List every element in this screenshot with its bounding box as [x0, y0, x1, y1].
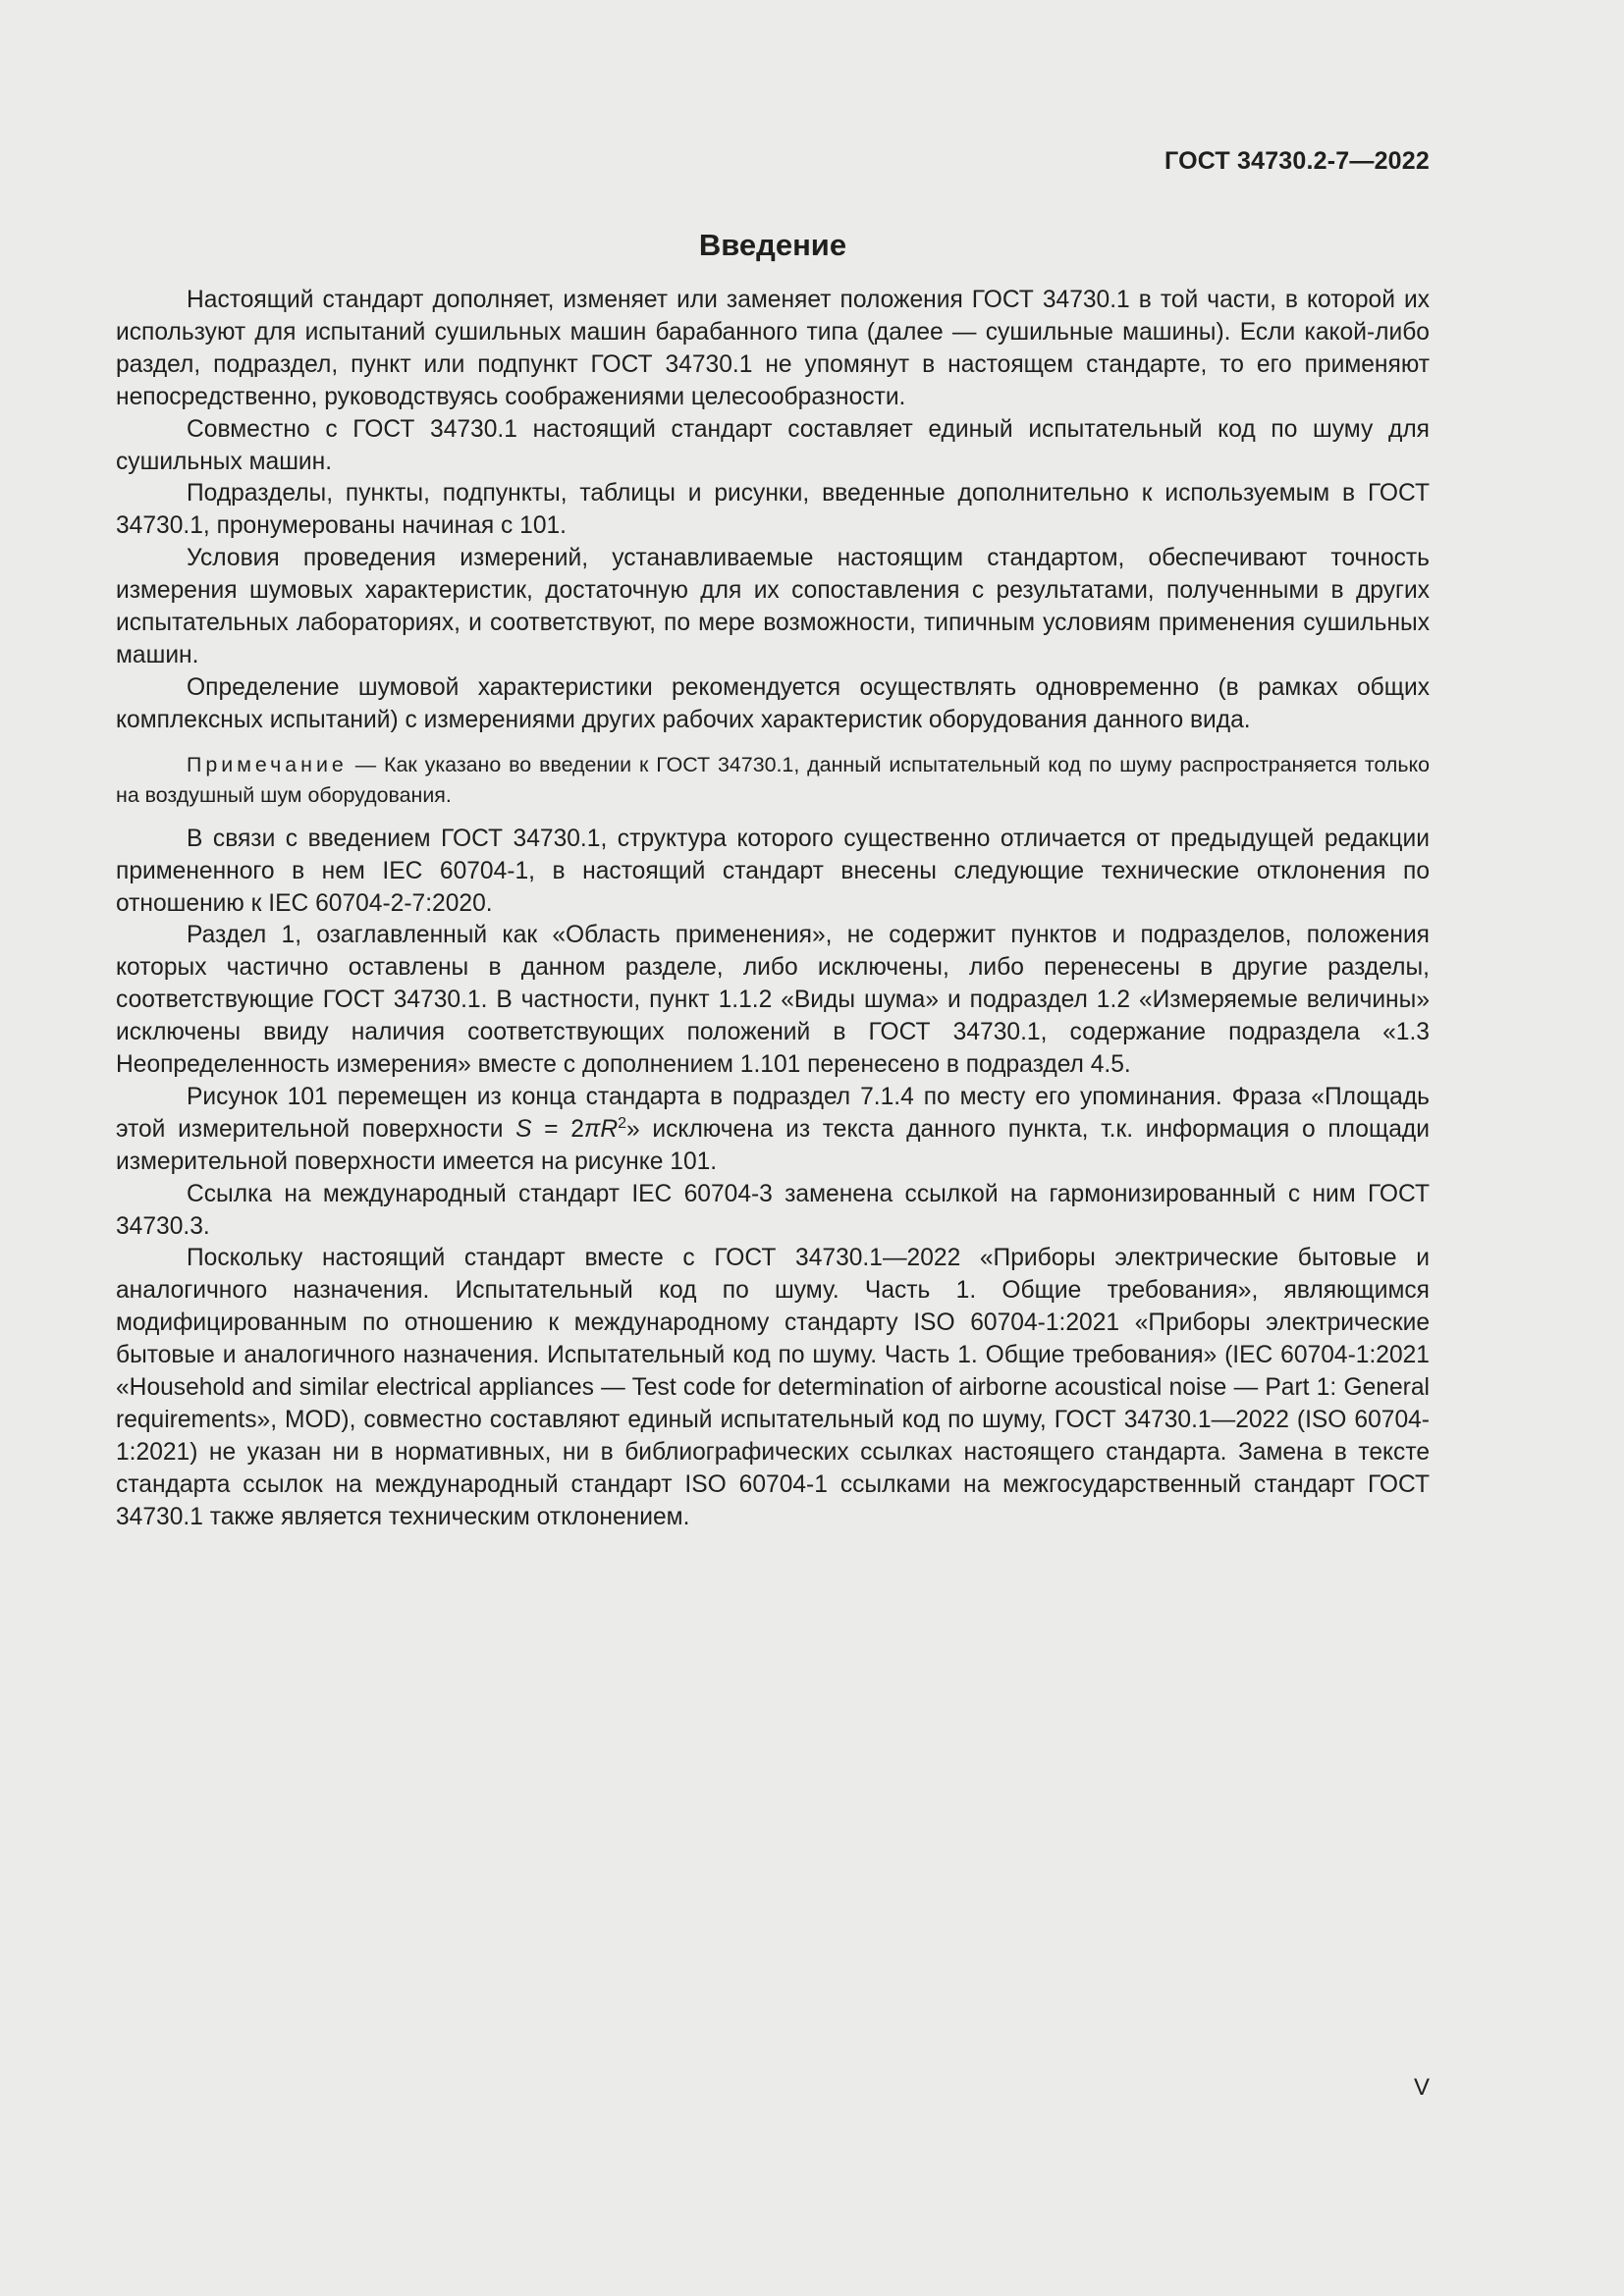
- formula-exponent: 2: [618, 1114, 627, 1132]
- paragraph: Условия проведения измерений, устанавливаемые настоящим стандартом, обеспечивают точность измерения шумовых характеристик, достаточную для их сопоставления с результатами, полученными в других испытательных лабораториях, и соответствуют, по мере возможности, типичным условиям применения сушильных машин.: [116, 545, 1430, 668]
- note: [116, 750, 1430, 811]
- paragraph-text: Рисунок 101 перемещен из конца стандарта в подраздел 7.1.4 по месту его упоминания. Фраза «Площадь этой измерительной поверхности: [116, 1083, 1430, 1143]
- paragraph: Поскольку настоящий стандарт вместе с ГОСТ 34730.1—2022 «Приборы электрические бытовые и аналогичного назначения. Испытательный код по шуму. Часть 1. Общие требования», являющимся модифицированным по отношению к международному стандарту ISO 60704-1:2021 «Приборы электрические бытовые и аналогичного назначения. Испытательный код по шуму. Часть 1. Общие требования» (IEC 60704-1:2021 «Household and similar electrical appliances — Test code for determination of airborne acoustical noise — Part 1: General requirements», MOD), совместно составляют единый испытательный код по шуму, ГОСТ 34730.1—2022 (ISO 60704-1:2021) не указан ни в нормативных, ни в библиографических ссылках настоящего стандарта. Замена в тексте стандарта ссылок на международный стандарт ISO 60704-1 ссылками на межгосударственный стандарт ГОСТ 34730.1 также является техническим отклонением.: [116, 1245, 1430, 1530]
- paragraph: Подразделы, пункты, подпункты, таблицы и рисунки, введенные дополнительно к используемым в ГОСТ 34730.1, пронумерованы начиная с 101.: [116, 480, 1430, 540]
- page-number: V: [1413, 2074, 1430, 2101]
- section-title: Введение: [698, 228, 847, 262]
- document-id-header: ГОСТ 34730.2-7—2022: [1164, 147, 1430, 175]
- paragraph: Раздел 1, озаглавленный как «Область применения», не содержит пунктов и подразделов, положения которых частично оставлены в данном разделе, либо исключены, либо перенесены в другие разделы, соответствующие ГОСТ 34730.1. В частности, пункт 1.1.2 «Виды шума» и подраздел 1.2 «Измеряемые величины» исключены ввиду наличия соответствующих положений в ГОСТ 34730.1, содержание подраздела «1.3 Неопределенность измерения» вместе с дополнением 1.101 перенесено в подраздел 4.5.: [116, 922, 1430, 1079]
- paragraph: Определение шумовой характеристики рекомендуется осуществлять одновременно (в рамках общих комплексных испытаний) с измерениями других рабочих характеристик оборудования данного вида.: [116, 673, 1430, 733]
- paragraph: Настоящий стандарт дополняет, изменяет или заменяет положения ГОСТ 34730.1 в той части, в которой их используют для испытаний сушильных машин барабанного типа (далее — сушильные машины). Если какой-либо раздел, подраздел, пункт или подпункт ГОСТ 34730.1 не упомянут в настоящем стандарте, то его применяют непосредственно, руководствуясь соображениями целесообразности.: [116, 287, 1430, 410]
- paragraph: Совместно с ГОСТ 34730.1 настоящий стандарт составляет единый испытательный код по шуму для сушильных машин.: [116, 415, 1430, 475]
- document-body: [116, 226, 1430, 1534]
- paragraph-with-formula: [116, 1082, 1430, 1179]
- paragraph: В связи с введением ГОСТ 34730.1, структура которого существенно отличается от предыдущей редакции примененного в нем IEC 60704-1, в настоящий стандарт внесены следующие технические отклонения по отношению к IEC 60704-2-7:2020.: [116, 825, 1430, 917]
- formula-pi: π: [583, 1115, 601, 1143]
- note-label: Примечание: [187, 752, 348, 776]
- formula-variable: S: [515, 1115, 532, 1143]
- formula-operator: = 2: [531, 1115, 584, 1143]
- paragraph: Ссылка на международный стандарт IEC 60704-3 заменена ссылкой на гармонизированный с ним ГОСТ 34730.3.: [116, 1180, 1430, 1240]
- paragraph-text: » исключена из текста данного пункта, т.к. информация о площади измерительной поверхности имеется на рисунке 101.: [116, 1115, 1430, 1175]
- note-text: — Как указано во введении к ГОСТ 34730.1, данный испытательный код по шуму распространяется только на воздушный шум оборудования.: [116, 752, 1430, 807]
- formula-variable: R: [600, 1115, 619, 1143]
